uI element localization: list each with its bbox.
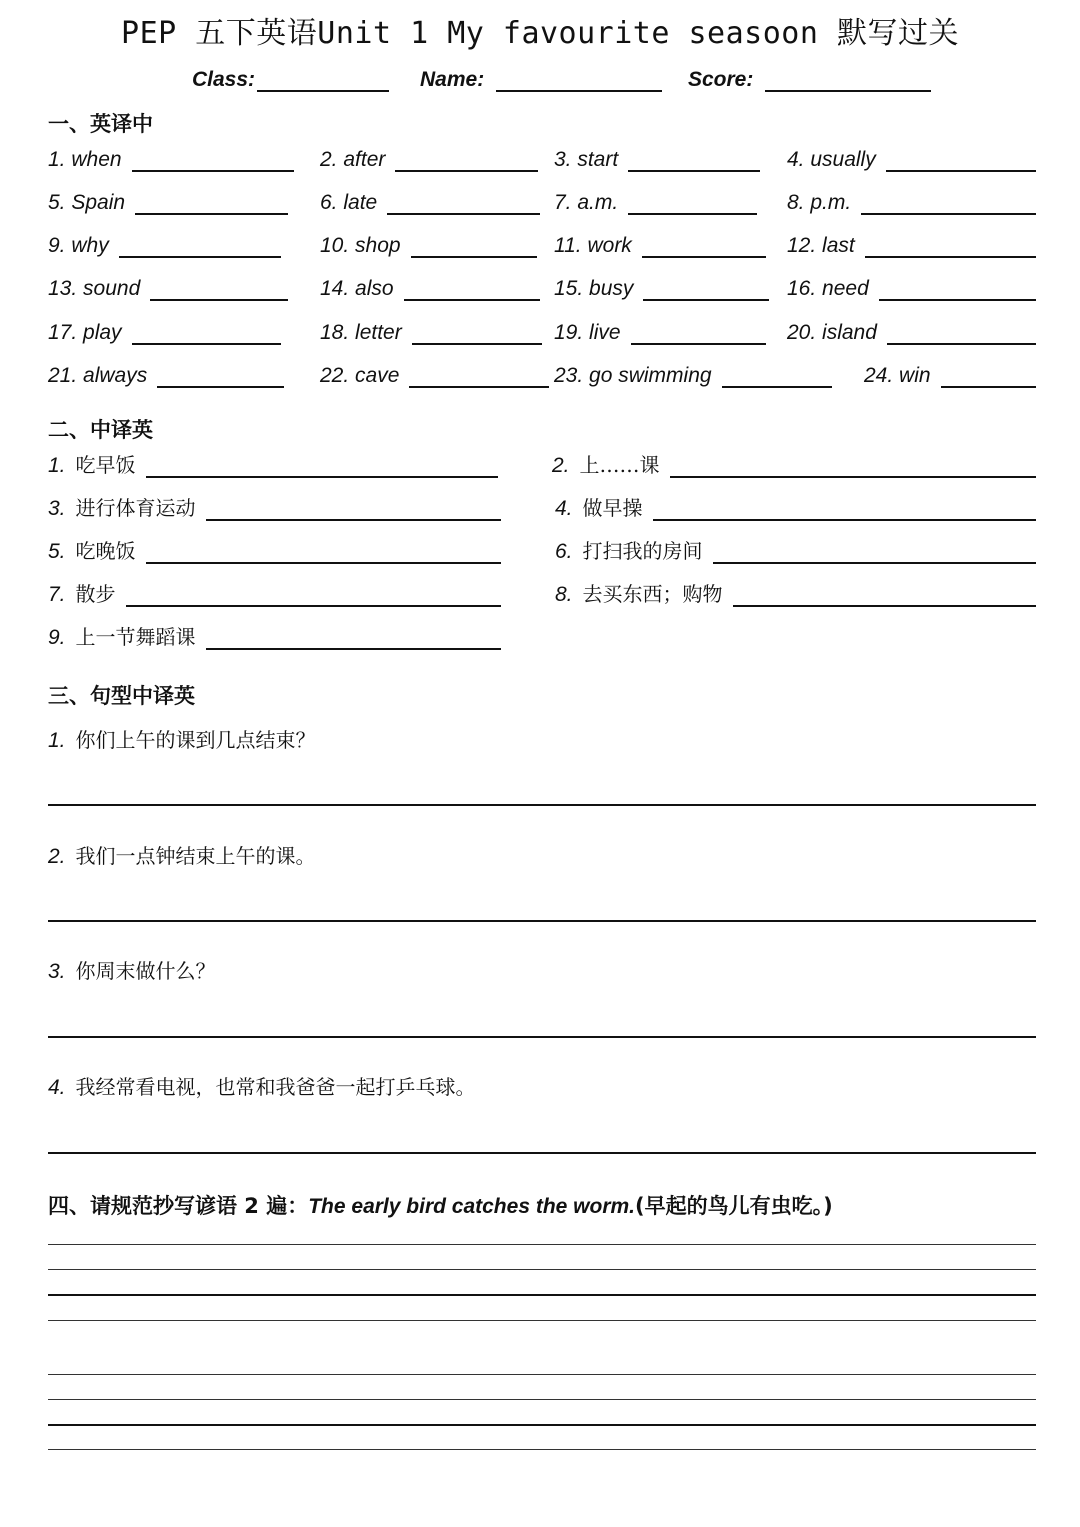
class-field[interactable] <box>192 62 389 92</box>
vocab-item[interactable]: 20. island <box>787 317 1036 345</box>
score-label: Score: <box>688 68 754 91</box>
copy-baseline[interactable] <box>48 1294 1036 1296</box>
cn-item[interactable]: 6. 打扫我的房间 <box>555 536 1036 564</box>
cn-item[interactable]: 5. 吃晚饭 <box>48 536 501 564</box>
cn-item[interactable]: 1. 吃早饭 <box>48 450 498 478</box>
name-label: Name: <box>420 68 485 91</box>
name-blank[interactable] <box>496 68 662 92</box>
vocab-item[interactable]: 23. go swimming <box>554 360 832 388</box>
answer-line[interactable] <box>48 920 1036 922</box>
vocab-item[interactable]: 3. start <box>554 144 760 172</box>
proverb-english: The early bird catches the worm. <box>308 1195 636 1218</box>
vocab-item[interactable]: 9. why <box>48 230 281 258</box>
score-blank[interactable] <box>765 68 931 92</box>
vocab-item[interactable]: 12. last <box>787 230 1036 258</box>
copy-line[interactable] <box>48 1399 1036 1400</box>
sentence-prompt: 2. 我们一点钟结束上午的课。 <box>48 844 316 868</box>
answer-line[interactable] <box>48 1036 1036 1038</box>
worksheet-title: PEP 五下英语Unit 1 My favourite seasoon 默写过关 <box>121 16 959 51</box>
cn-item[interactable]: 4. 做早操 <box>555 493 1036 521</box>
vocab-item[interactable]: 6. late <box>320 187 540 215</box>
vocab-item[interactable]: 14. also <box>320 273 540 301</box>
class-blank[interactable] <box>257 68 389 92</box>
copy-line[interactable] <box>48 1449 1036 1450</box>
vocab-item[interactable]: 11. work <box>554 230 766 258</box>
copy-line[interactable] <box>48 1320 1036 1321</box>
vocab-item[interactable]: 13. sound <box>48 273 288 301</box>
vocab-item[interactable]: 19. live <box>554 317 766 345</box>
section2-title: 二、中译英 <box>48 418 153 442</box>
cn-item[interactable]: 2. 上……课 <box>552 450 1036 478</box>
section3-title: 三、句型中译英 <box>48 684 195 708</box>
vocab-item[interactable]: 5. Spain <box>48 187 288 215</box>
vocab-item[interactable]: 2. after <box>320 144 538 172</box>
sentence-prompt: 4. 我经常看电视，也常和我爸爸一起打乒乓球。 <box>48 1075 476 1099</box>
score-field[interactable] <box>688 62 931 92</box>
sentence-prompt: 3. 你周末做什么？ <box>48 959 216 983</box>
name-field[interactable] <box>420 62 662 92</box>
vocab-item[interactable]: 7. a.m. <box>554 187 757 215</box>
vocab-item[interactable]: 21. always <box>48 360 284 388</box>
copy-baseline[interactable] <box>48 1424 1036 1426</box>
proverb-chinese: (早起的鸟儿有虫吃。) <box>635 1194 833 1218</box>
copy-line[interactable] <box>48 1374 1036 1375</box>
vocab-item[interactable]: 16. need <box>787 273 1036 301</box>
copy-line[interactable] <box>48 1244 1036 1245</box>
section4-title: 四、请规范抄写谚语 2 遍：The early bird catches the worm.(早起的鸟儿有虫吃。) <box>48 1194 833 1218</box>
vocab-item[interactable]: 10. shop <box>320 230 537 258</box>
vocab-item[interactable]: 15. busy <box>554 273 769 301</box>
vocab-item[interactable]: 22. cave <box>320 360 549 388</box>
vocab-item[interactable]: 18. letter <box>320 317 542 345</box>
class-label: Class: <box>192 68 256 91</box>
cn-item[interactable]: 7. 散步 <box>48 579 501 607</box>
vocab-item[interactable]: 1. when <box>48 144 294 172</box>
vocab-item[interactable]: 4. usually <box>787 144 1036 172</box>
cn-item[interactable]: 8. 去买东西；购物 <box>555 579 1036 607</box>
copy-line[interactable] <box>48 1269 1036 1270</box>
section1-title: 一、英译中 <box>48 112 153 136</box>
sentence-prompt: 1. 你们上午的课到几点结束？ <box>48 728 316 752</box>
answer-line[interactable] <box>48 1152 1036 1154</box>
answer-line[interactable] <box>48 804 1036 806</box>
cn-item[interactable]: 9. 上一节舞蹈课 <box>48 622 501 650</box>
cn-item[interactable]: 3. 进行体育运动 <box>48 493 501 521</box>
vocab-item[interactable]: 8. p.m. <box>787 187 1036 215</box>
vocab-item[interactable]: 17. play <box>48 317 281 345</box>
vocab-item[interactable]: 24. win <box>864 360 1036 388</box>
